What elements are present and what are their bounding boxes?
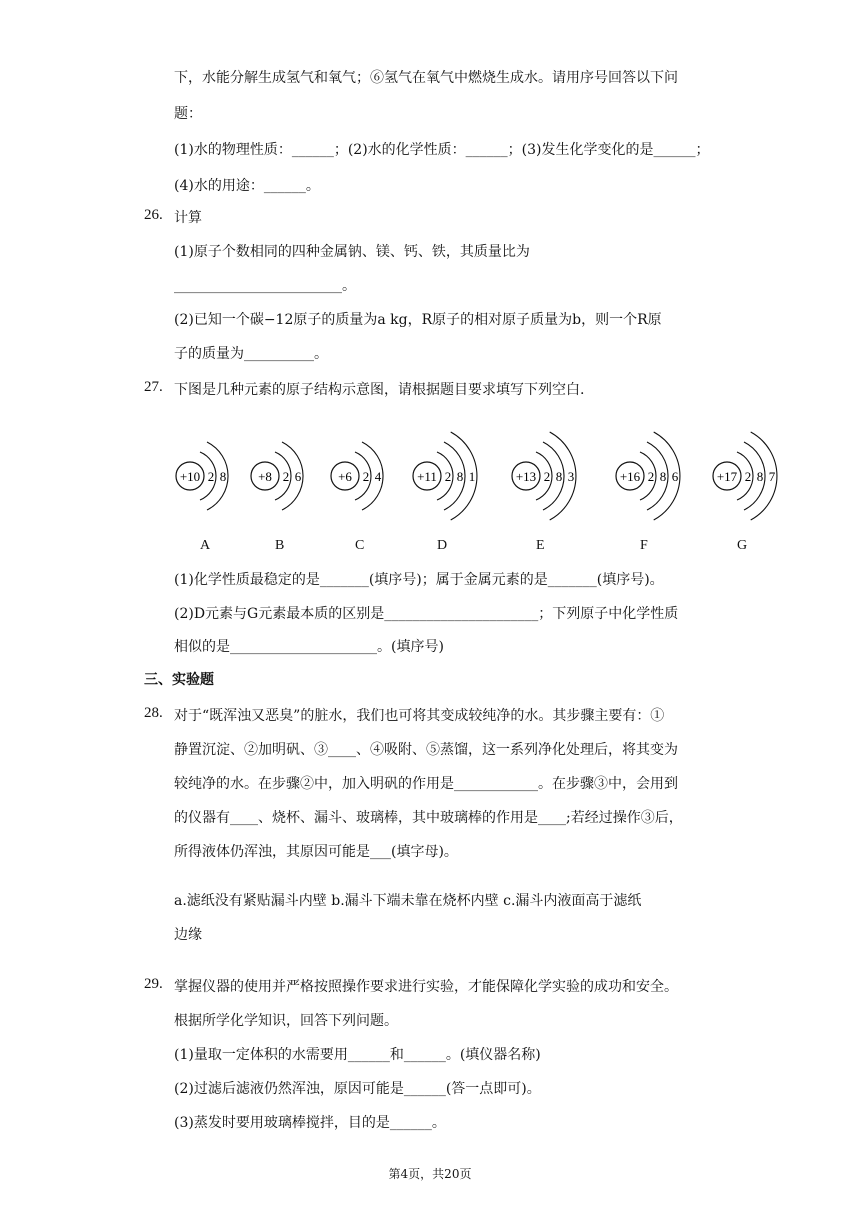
atom-label: C — [355, 538, 365, 553]
options-line: a.滤纸没有紧贴漏斗内壁 b.漏斗下端未靠在烧杯内壁 c.漏斗内液面高于滤纸 — [174, 893, 642, 909]
nucleus-charge: +10 — [179, 469, 201, 484]
text-line: (1)量取一定体积的水需要用______和______。(填仪器名称) — [174, 1047, 541, 1063]
text-line: (1)水的物理性质：______；(2)水的化学性质：______；(3)发生化学变化的是______； — [174, 142, 710, 158]
electron-count: 4 — [374, 469, 382, 484]
atom-E — [506, 401, 616, 551]
atom-label: D — [437, 538, 448, 553]
nucleus-charge: +16 — [619, 469, 641, 484]
text-line: 子的质量为__________。 — [174, 346, 328, 362]
atom-label: F — [640, 538, 648, 553]
text-line: (2)D元素与G元素最本质的区别是______________________；下列原子中化学性质 — [174, 606, 679, 622]
question-number: 29. — [144, 976, 163, 992]
electron-count: 2 — [647, 469, 655, 484]
text-line: 根据所学化学知识，回答下列问题。 — [174, 1013, 398, 1029]
text-line: 掌握仪器的使用并严格按照操作要求进行实验，才能保障化学实验的成功和安全。 — [174, 979, 678, 995]
question-number: 27. — [144, 379, 163, 395]
atom-label: G — [737, 538, 748, 553]
text-line: (2)过滤后滤液仍然浑浊，原因可能是______(答一点即可)。 — [174, 1081, 541, 1097]
text-line: (4)水的用途：______。 — [174, 178, 320, 194]
electron-count: 8 — [659, 469, 667, 484]
electron-count: 2 — [744, 469, 752, 484]
text-line: 的仪器有____、烧杯、漏斗、玻璃棒，其中玻璃棒的作用是____;若经过操作③后， — [174, 810, 683, 826]
text-line: 相似的是_____________________。(填序号) — [174, 639, 444, 655]
text-line: (3)蒸发时要用玻璃棒搅拌，目的是______。 — [174, 1115, 446, 1131]
atom-label: A — [200, 538, 211, 553]
electron-count: 8 — [456, 469, 464, 484]
atom-F — [610, 401, 720, 551]
text-line: (1)原子个数相同的四种金属钠、镁、钙、铁，其质量比为 — [174, 244, 530, 260]
text-line: 所得液体仍浑浊，其原因可能是___(填字母)。 — [174, 844, 458, 860]
atom-label: E — [536, 538, 545, 553]
electron-count: 1 — [468, 469, 476, 484]
page-footer: 第4页，共20页 — [388, 1167, 472, 1181]
electron-count: 6 — [671, 469, 679, 484]
text-line: 较纯净的水。在步骤②中，加入明矾的作用是____________。在步骤③中，会用到 — [174, 776, 678, 792]
text-line: ________________________。 — [174, 278, 356, 294]
nucleus-charge: +17 — [716, 469, 738, 484]
question-title: 下图是几种元素的原子结构示意图，请根据题目要求填写下列空白. — [174, 382, 585, 398]
text-line: 对于“既浑浊又恶臭”的脏水，我们也可将其变成较纯净的水。其步骤主要有：① — [174, 708, 665, 724]
section-heading: 三、实验题 — [144, 672, 214, 688]
electron-count: 3 — [567, 469, 575, 484]
electron-count: 8 — [756, 469, 764, 484]
atom-G — [707, 401, 817, 551]
options-line: 边缘 — [174, 927, 202, 943]
text-line: 下，水能分解生成氢气和氧气；⑥氢气在氧气中燃烧生成水。请用序号回答以下问 — [174, 70, 678, 86]
nucleus-charge: +8 — [258, 469, 272, 484]
electron-count: 2 — [362, 469, 370, 484]
atom-label: B — [275, 538, 285, 553]
electron-count: 6 — [294, 469, 302, 484]
atom-D — [407, 401, 517, 551]
electron-count: 8 — [555, 469, 563, 484]
text-line: 静置沉淀、②加明矾、③____、④吸附、⑤蒸馏，这一系列净化处理后，将其变为 — [174, 742, 678, 758]
nucleus-charge: +13 — [515, 469, 537, 484]
question-number: 26. — [144, 207, 163, 223]
question-number: 28. — [144, 705, 163, 721]
electron-count: 2 — [444, 469, 452, 484]
electron-count: 8 — [219, 469, 227, 484]
electron-count: 2 — [543, 469, 551, 484]
question-title: 计算 — [174, 210, 202, 226]
text-line: (1)化学性质最稳定的是_______(填序号)；属于金属元素的是_______(填序号)。 — [174, 572, 664, 588]
text-line: (2)已知一个碳−12原子的质量为a kg，R原子的相对原子质量为b，则一个R原 — [174, 312, 662, 328]
text-line: 题： — [174, 106, 202, 122]
electron-count: 2 — [207, 469, 215, 484]
electron-count: 7 — [768, 469, 776, 484]
nucleus-charge: +6 — [338, 469, 352, 484]
nucleus-charge: +11 — [417, 469, 437, 484]
electron-count: 2 — [282, 469, 290, 484]
